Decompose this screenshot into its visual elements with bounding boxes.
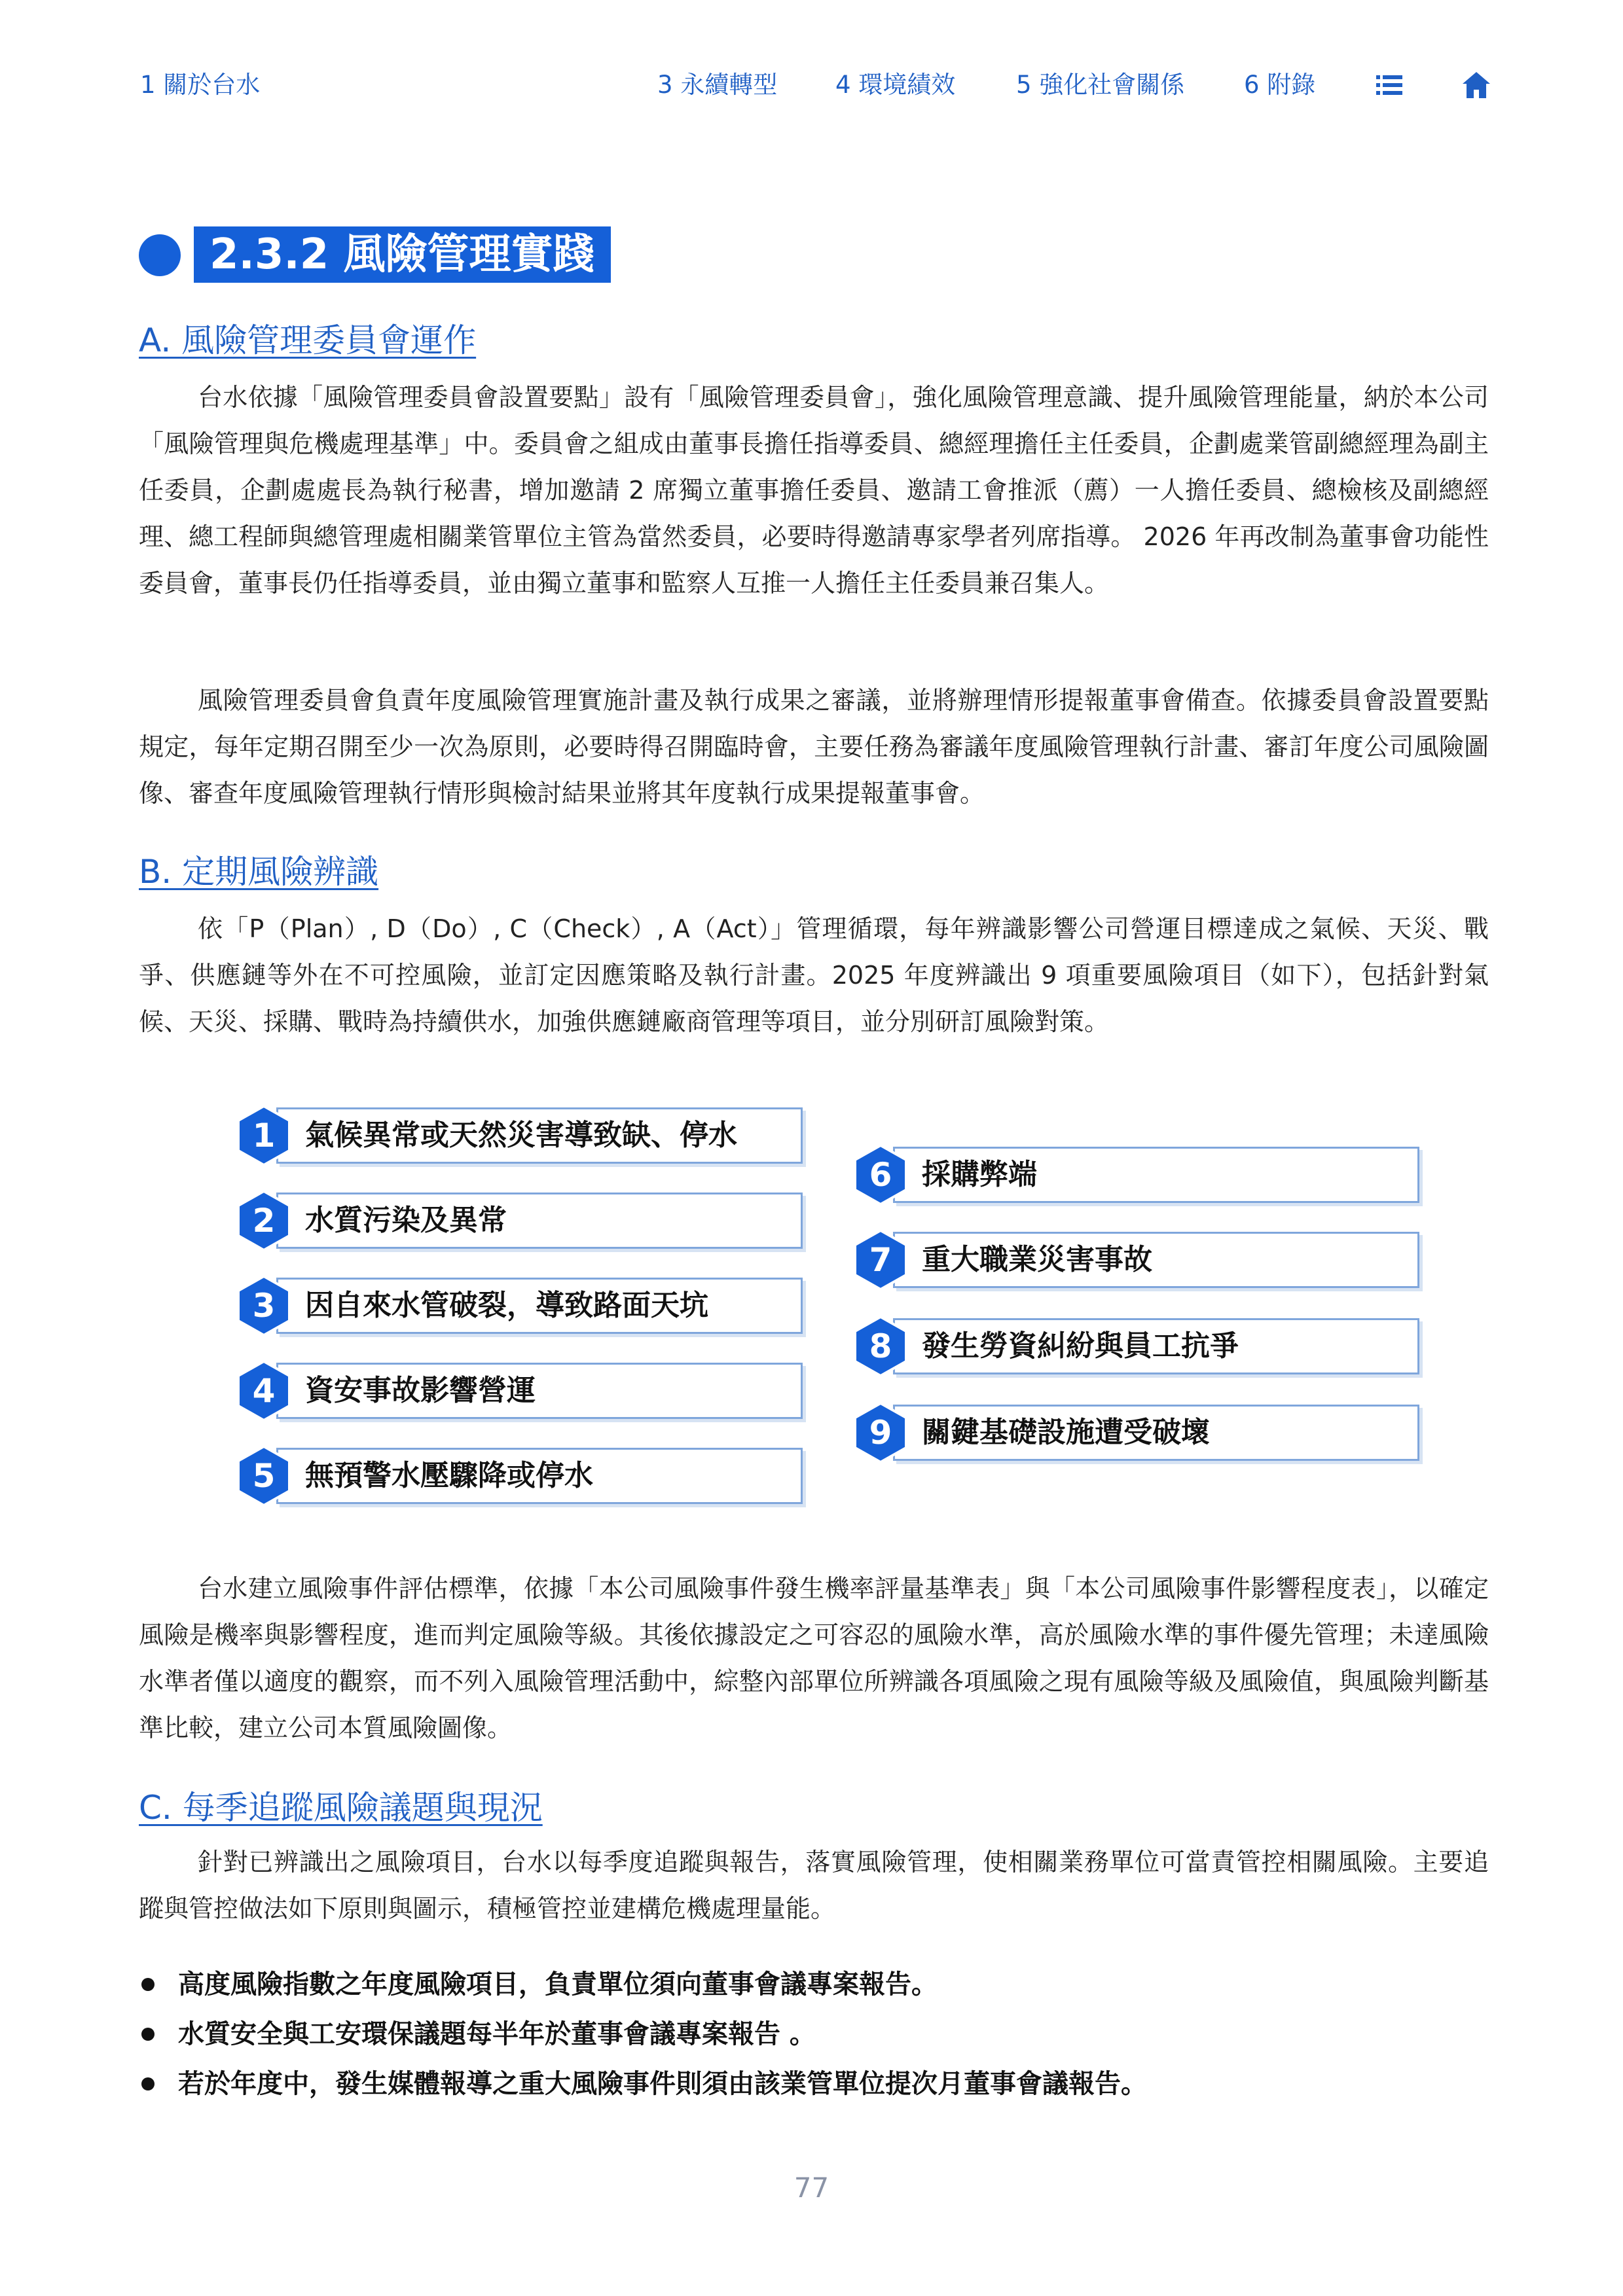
section-b-title: B. 定期風險辨識 <box>139 853 379 891</box>
risk-label: 無預警水壓驟降或停水 <box>305 1459 593 1492</box>
risk-label: 發生勞資糾紛與員工抗爭 <box>922 1329 1239 1363</box>
top-nav <box>0 65 1623 105</box>
nav-about[interactable]: 1 關於台水 <box>140 71 261 99</box>
risk-label: 採購弊端 <box>922 1158 1037 1191</box>
section-b-paragraph-1: 依「P（Plan）, D（Do）, C（Check）, A（Act）」管理循環，每年辨識影響公司營運目標達成之氣候、天災、戰爭、供應鏈等外在不可控風險，並訂定因應策略及執行計畫。2025 年度辨識出 9 項重要風險項目（如下），包括針對氣候、天災、採購、戰時為持續供水，加強供應鏈廠商管理等項目，並分別研訂風險對策。 <box>139 914 1489 1036</box>
section-a-paragraph-1: 台水依據「風險管理委員會設置要點」設有「風險管理委員會」，強化風險管理意識、提升風險管理能量，納於本公司「風險管理與危機處理基準」中。委員會之組成由董事長擔任指導委員、總經理擔任主任委員，企劃處業管副總經理為副主任委員，企劃處處長為執行秘書，增加邀請 2 席獨立董事擔任委員、邀請工會推派（薦）一人擔任委員、總檢核及副總經理、總工程師與總管理處相關業管單位主管為當然委員，必要時得邀請專家學者列席指導。 2026 年再改制為董事會功能性委員會，董事長仍任指導委員，並由獨立董事和監察人互推一人擔任主任委員兼召集人。 <box>139 383 1489 598</box>
risk-label: 重大職業災害事故 <box>922 1243 1152 1276</box>
risk-label: 水質污染及異常 <box>305 1204 507 1237</box>
page-number: 77 <box>793 2172 830 2204</box>
bullet-item: 水質安全與工安環保議題每半年於董事會議專案報告 。 <box>178 2019 816 2049</box>
section-c-paragraph-1: 針對已辨識出之風險項目，台水以每季度追蹤與報告，落實風險管理，使相關業務單位可當責管控相關風險。主要追蹤與管控做法如下原則與圖示，積極管控並建構危機處理量能。 <box>139 1848 1489 1923</box>
list-icon[interactable] <box>1375 71 1404 99</box>
section-b-paragraph-2: 台水建立風險事件評估標準，依據「本公司風險事件發生機率評量基準表」與「本公司風險事件影響程度表」，以確定風險是機率與影響程度，進而判定風險等級。其後依據設定之可容忍的風險水準，高於風險水準的事件優先管理；未達風險水準者僅以適度的觀察，而不列入風險管理活動中，綜整內部單位所辨識各項風險之現有風險等級及風險值，與風險判斷基準比較，建立公司本質風險圖像。 <box>139 1574 1489 1742</box>
heading-dot <box>139 234 181 276</box>
bullet-item: 高度風險指數之年度風險項目，負責單位須向董事會議專案報告。 <box>178 1969 938 2000</box>
bullet-dot <box>141 1978 155 1991</box>
bullet-dot <box>141 2077 155 2090</box>
risk-label: 因自來水管破裂，導致路面天坑 <box>305 1289 708 1322</box>
bullet-item: 若於年度中，發生媒體報導之重大風險事件則須由該業管單位提次月董事會議報告。 <box>178 2069 1147 2099</box>
section-c-title: C. 每季追蹤風險議題與現況 <box>139 1789 543 1827</box>
risk-label: 資安事故影響營運 <box>305 1374 536 1407</box>
risk-label: 氣候異常或天然災害導致缺、停水 <box>305 1119 737 1152</box>
risk-label: 關鍵基礎設施遭受破壞 <box>922 1416 1210 1449</box>
home-icon[interactable] <box>1461 71 1491 99</box>
bullet-dot <box>141 2028 155 2041</box>
page-title: 2.3.2 風險管理實踐 <box>194 226 611 283</box>
section-a-title: A. 風險管理委員會運作 <box>139 321 477 359</box>
section-a-paragraph-2: 風險管理委員會負責年度風險管理實施計畫及執行成果之審議，並將辦理情形提報董事會備查。依據委員會設置要點規定，每年定期召開至少一次為原則，必要時得召開臨時會，主要任務為審議年度風險管理執行計畫、審訂年度公司風險圖像、審查年度風險管理執行情形與檢討結果並將其年度執行成果提報董事會。 <box>139 686 1489 808</box>
nav-social[interactable]: 5 強化社會關係 <box>1016 71 1185 99</box>
nav-appendix[interactable]: 6 附錄 <box>1244 71 1316 99</box>
nav-sustainability[interactable]: 3 永續轉型 <box>657 71 778 99</box>
nav-environment[interactable]: 4 環境績效 <box>835 71 956 99</box>
